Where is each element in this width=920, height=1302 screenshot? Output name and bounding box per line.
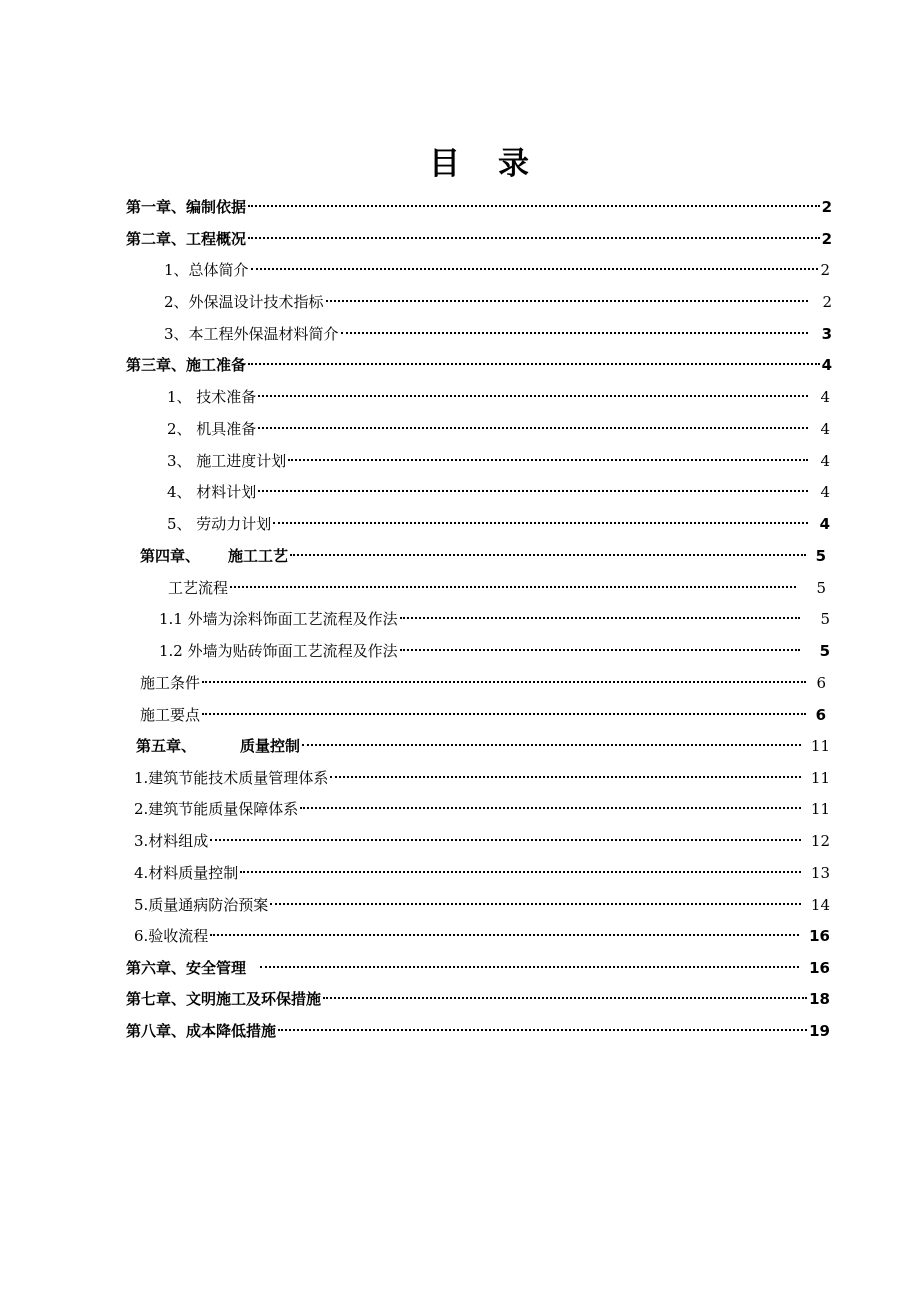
dot-leader xyxy=(400,617,801,619)
toc-entry-label: 工艺流程 xyxy=(168,579,229,597)
toc-entry-label xyxy=(140,545,288,567)
toc-entry-label: 6.验收流程 xyxy=(134,927,209,945)
toc-entry-section[interactable] xyxy=(134,767,830,789)
dot-leader xyxy=(323,997,807,999)
toc-entry-section[interactable] xyxy=(134,894,830,916)
toc-entry-chapter-6[interactable] xyxy=(126,957,830,979)
toc-entry-label: 施工要点 xyxy=(140,706,201,724)
dot-leader xyxy=(251,268,819,270)
toc-page-number: 18 xyxy=(809,990,830,1008)
toc-page-number: 19 xyxy=(809,1022,830,1040)
chapter-number: 第五章、 xyxy=(136,737,197,755)
toc-entry-label: 1、 技术准备 xyxy=(167,388,257,406)
toc-page-number: 4 xyxy=(820,388,830,406)
toc-entry-section[interactable] xyxy=(159,640,830,662)
toc-entry-label: 第七章、文明施工及环保措施 xyxy=(126,990,322,1008)
dot-leader xyxy=(258,490,808,492)
dot-leader xyxy=(278,1029,807,1031)
toc-page-number: 2 xyxy=(820,261,830,279)
chapter-title: 质量控制 xyxy=(240,737,301,755)
toc-entry-section[interactable] xyxy=(168,577,826,599)
toc-entry-section[interactable] xyxy=(167,450,830,472)
dot-leader xyxy=(202,681,806,683)
toc-entry-section[interactable] xyxy=(167,513,830,535)
toc-entry-section[interactable] xyxy=(134,925,830,947)
toc-entry-section[interactable] xyxy=(164,323,832,345)
toc-entry-section[interactable] xyxy=(167,386,830,408)
toc-entry-label: 第八章、成本降低措施 xyxy=(126,1022,277,1040)
toc-entry-label xyxy=(136,735,300,757)
toc-entry-label: 3.材料组成 xyxy=(134,832,209,850)
dot-leader xyxy=(240,871,801,873)
title-char-right: 录 xyxy=(498,146,531,182)
chapter-title: 施工工艺 xyxy=(228,547,289,565)
toc-page-number: 11 xyxy=(810,800,830,818)
toc-page-number: 4 xyxy=(820,483,830,501)
toc-page-number: 4 xyxy=(820,420,830,438)
dot-leader xyxy=(258,395,808,397)
toc-entry-chapter-4[interactable] xyxy=(140,545,826,567)
toc-entry-label: 5、 劳动力计划 xyxy=(167,515,272,533)
toc-entry-label: 4、 材料计划 xyxy=(167,483,257,501)
toc-entry-label: 1.建筑节能技术质量管理体系 xyxy=(134,769,329,787)
dot-leader xyxy=(400,649,800,651)
toc-entry-label: 1.1 外墙为涂料饰面工艺流程及作法 xyxy=(159,610,398,628)
toc-entry-section[interactable] xyxy=(140,704,826,726)
dot-leader xyxy=(302,744,801,746)
toc-entry-label: 2.建筑节能质量保障体系 xyxy=(134,800,299,818)
dot-leader xyxy=(248,205,820,207)
toc-page-number: 4 xyxy=(821,356,832,374)
toc-entry-label: 5.质量通病防治预案 xyxy=(134,896,269,914)
toc-entry-label: 3、本工程外保温材料简介 xyxy=(164,325,339,343)
toc-entry-label: 4.材料质量控制 xyxy=(134,864,239,882)
toc-page-number: 3 xyxy=(821,325,832,343)
toc-entry-chapter-8[interactable] xyxy=(126,1020,830,1042)
toc-entry-section[interactable] xyxy=(164,291,832,313)
toc-page-number: 12 xyxy=(810,832,830,850)
toc-entry-section[interactable] xyxy=(167,481,830,503)
toc-page-number: 2 xyxy=(822,293,832,311)
toc-entry-chapter-3[interactable] xyxy=(126,354,832,376)
toc-page-number: 5 xyxy=(815,547,826,565)
dot-leader xyxy=(248,363,820,365)
dot-leader xyxy=(290,554,806,556)
toc-entry-chapter-7[interactable] xyxy=(126,988,830,1010)
dot-leader xyxy=(270,903,801,905)
toc-entry-section[interactable] xyxy=(159,608,830,630)
toc-page-number: 13 xyxy=(810,864,830,882)
dot-leader xyxy=(210,934,799,936)
dot-leader xyxy=(202,713,806,715)
toc-entry-section[interactable] xyxy=(134,862,830,884)
toc-page-number: 5 xyxy=(819,642,830,660)
dot-leader xyxy=(273,522,807,524)
toc-entry-label: 施工条件 xyxy=(140,674,201,692)
dot-leader xyxy=(300,807,801,809)
toc-entry-label: 第六章、安全管理 xyxy=(126,959,247,977)
toc-entry-label: 第一章、编制依据 xyxy=(126,198,247,216)
dot-leader xyxy=(258,427,808,429)
toc-page-number: 4 xyxy=(819,515,830,533)
dot-leader xyxy=(248,237,820,239)
dot-leader xyxy=(260,966,799,968)
dot-leader xyxy=(341,332,808,334)
toc-page-number: 6 xyxy=(816,674,826,692)
toc-entry-section[interactable] xyxy=(164,259,830,281)
toc-page-number: 2 xyxy=(821,198,832,216)
toc-page-number: 14 xyxy=(810,896,830,914)
toc-entry-label: 第二章、工程概况 xyxy=(126,230,247,248)
toc-entry-label: 1、总体简介 xyxy=(164,261,249,279)
toc-page-number: 16 xyxy=(809,927,830,945)
chapter-number: 第四章、 xyxy=(140,547,201,565)
dot-leader xyxy=(210,839,801,841)
toc-page-number: 11 xyxy=(810,737,830,755)
dot-leader xyxy=(230,586,796,588)
toc-page-number: 16 xyxy=(809,959,830,977)
toc-page-number: 4 xyxy=(820,452,830,470)
toc-entry-label: 2、外保温设计技术指标 xyxy=(164,293,324,311)
toc-entry-section[interactable] xyxy=(167,418,830,440)
toc-entry-section[interactable] xyxy=(140,672,826,694)
toc-page-number: 6 xyxy=(815,706,826,724)
toc-entry-chapter-2[interactable] xyxy=(126,228,832,250)
dot-leader xyxy=(288,459,808,461)
dot-leader xyxy=(326,300,809,302)
title-char-left: 目 xyxy=(429,146,462,182)
toc-entry-section[interactable] xyxy=(134,830,830,852)
toc-page-number: 5 xyxy=(820,610,830,628)
toc-page-number: 2 xyxy=(821,230,832,248)
toc-entry-section[interactable] xyxy=(134,798,830,820)
toc-entry-label: 第三章、施工准备 xyxy=(126,356,247,374)
toc-entry-chapter-1[interactable] xyxy=(126,196,832,218)
toc-entry-chapter-5[interactable] xyxy=(136,735,830,757)
toc-entry-label: 1.2 外墙为贴砖饰面工艺流程及作法 xyxy=(159,642,398,660)
toc-page-number: 11 xyxy=(810,769,830,787)
dot-leader xyxy=(330,776,801,778)
toc-entry-label: 2、 机具准备 xyxy=(167,420,257,438)
toc-entry-label: 3、 施工进度计划 xyxy=(167,452,287,470)
toc-page-number: 5 xyxy=(816,579,826,597)
